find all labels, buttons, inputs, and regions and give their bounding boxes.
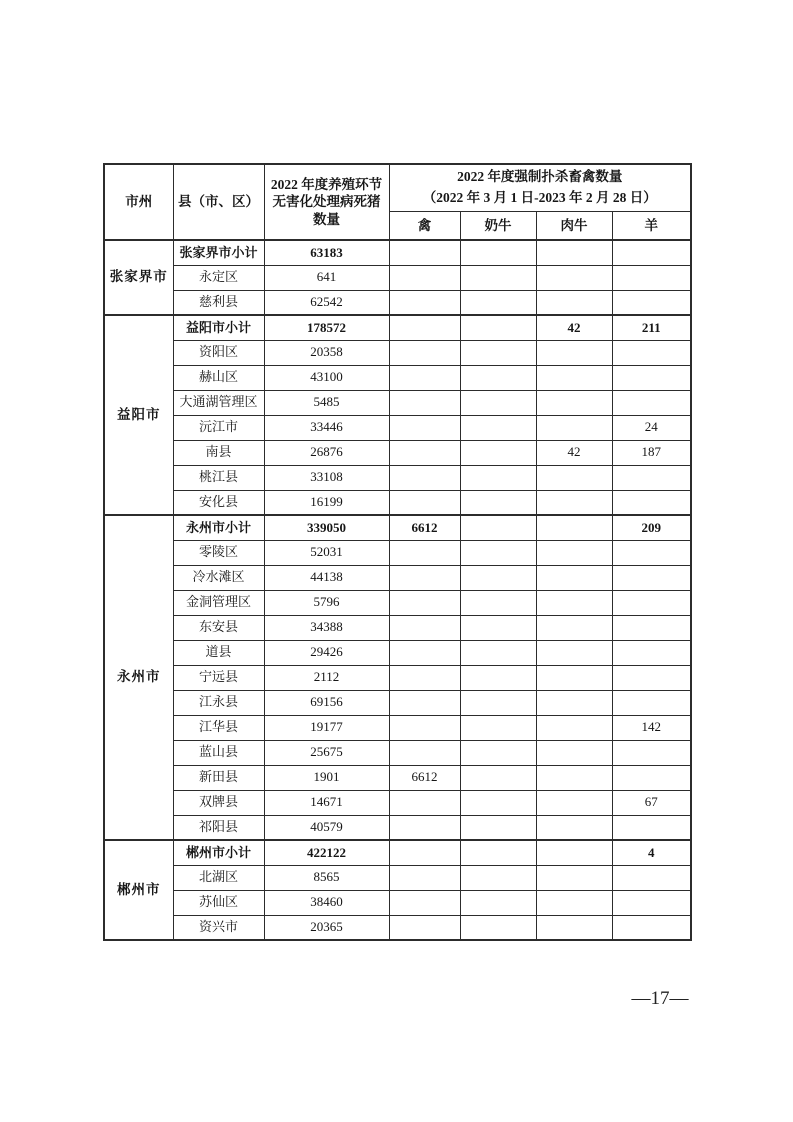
sheep-cell <box>612 890 691 915</box>
beef-cell <box>536 815 612 840</box>
table-row <box>104 840 691 865</box>
table-row <box>104 790 691 815</box>
dairy-cell <box>460 240 536 265</box>
table-row <box>104 565 691 590</box>
county-cell: 宁远县 <box>173 665 264 690</box>
table-row <box>104 890 691 915</box>
city-cell: 张家界市 <box>104 240 173 315</box>
beef-cell <box>536 415 612 440</box>
table-row <box>104 915 691 940</box>
pigs-cell: 8565 <box>264 865 389 890</box>
table-row <box>104 340 691 365</box>
city-cell: 永州市 <box>104 515 173 840</box>
sheep-cell <box>612 865 691 890</box>
beef-cell: 42 <box>536 315 612 340</box>
pigs-cell: 25675 <box>264 740 389 765</box>
city-cell: 益阳市 <box>104 315 173 515</box>
dairy-cell <box>460 390 536 415</box>
dairy-cell <box>460 340 536 365</box>
table-body <box>104 240 691 940</box>
header-city: 市州 <box>104 164 173 240</box>
sheep-cell <box>612 365 691 390</box>
poultry-cell <box>389 665 460 690</box>
sheep-cell <box>612 465 691 490</box>
table-row <box>104 740 691 765</box>
header-county: 县（市、区） <box>173 164 264 240</box>
dairy-cell <box>460 765 536 790</box>
page-number: —17— <box>631 988 689 1009</box>
sheep-cell <box>612 290 691 315</box>
dairy-cell <box>460 540 536 565</box>
county-cell: 沅江市 <box>173 415 264 440</box>
table-row <box>104 315 691 340</box>
county-cell: 江永县 <box>173 690 264 715</box>
beef-cell <box>536 590 612 615</box>
header-pigs: 2022 年度养殖环节无害化处理病死猪数量 <box>264 164 389 240</box>
pigs-cell: 29426 <box>264 640 389 665</box>
dairy-cell <box>460 640 536 665</box>
pigs-cell: 1901 <box>264 765 389 790</box>
pigs-cell: 14671 <box>264 790 389 815</box>
beef-cell <box>536 390 612 415</box>
table-row <box>104 540 691 565</box>
dairy-cell <box>460 565 536 590</box>
table-row <box>104 590 691 615</box>
sheep-cell <box>612 815 691 840</box>
table-row <box>104 290 691 315</box>
sheep-cell <box>612 240 691 265</box>
county-cell: 双牌县 <box>173 790 264 815</box>
county-cell: 新田县 <box>173 765 264 790</box>
sheep-cell <box>612 565 691 590</box>
beef-cell <box>536 890 612 915</box>
table-row <box>104 465 691 490</box>
poultry-cell <box>389 890 460 915</box>
sheep-cell <box>612 490 691 515</box>
county-cell: 零陵区 <box>173 540 264 565</box>
header-cull-period: （2022 年 3 月 1 日-2023 年 2 月 28 日） <box>422 190 657 206</box>
header-cull-title: 2022 年度强制扑杀畜禽数量 <box>457 169 623 185</box>
dairy-cell <box>460 840 536 865</box>
beef-cell <box>536 790 612 815</box>
poultry-cell <box>389 415 460 440</box>
pigs-cell: 69156 <box>264 690 389 715</box>
pigs-cell: 26876 <box>264 440 389 465</box>
dairy-cell <box>460 365 536 390</box>
dairy-cell <box>460 615 536 640</box>
beef-cell <box>536 865 612 890</box>
sheep-cell <box>612 740 691 765</box>
header-dairy: 奶牛 <box>460 212 536 240</box>
dairy-cell <box>460 515 536 540</box>
beef-cell <box>536 540 612 565</box>
county-cell: 益阳市小计 <box>173 315 264 340</box>
poultry-cell <box>389 640 460 665</box>
county-cell: 蓝山县 <box>173 740 264 765</box>
beef-cell: 42 <box>536 440 612 465</box>
pigs-cell: 43100 <box>264 365 389 390</box>
pigs-cell: 16199 <box>264 490 389 515</box>
table-row <box>104 490 691 515</box>
beef-cell <box>536 915 612 940</box>
pigs-cell: 52031 <box>264 540 389 565</box>
sheep-cell <box>612 265 691 290</box>
poultry-cell <box>389 565 460 590</box>
table-row <box>104 765 691 790</box>
county-cell: 永定区 <box>173 265 264 290</box>
poultry-cell <box>389 865 460 890</box>
poultry-cell <box>389 365 460 390</box>
header-beef: 肉牛 <box>536 212 612 240</box>
poultry-cell <box>389 390 460 415</box>
poultry-cell <box>389 590 460 615</box>
table-row <box>104 240 691 265</box>
beef-cell <box>536 365 612 390</box>
beef-cell <box>536 690 612 715</box>
pigs-cell: 44138 <box>264 565 389 590</box>
county-cell: 江华县 <box>173 715 264 740</box>
beef-cell <box>536 715 612 740</box>
sheep-cell: 24 <box>612 415 691 440</box>
table-row <box>104 665 691 690</box>
county-cell: 北湖区 <box>173 865 264 890</box>
poultry-cell <box>389 315 460 340</box>
sheep-cell: 187 <box>612 440 691 465</box>
sheep-cell: 209 <box>612 515 691 540</box>
dairy-cell <box>460 740 536 765</box>
table-row <box>104 440 691 465</box>
header-sheep: 羊 <box>612 212 691 240</box>
dairy-cell <box>460 715 536 740</box>
dairy-cell <box>460 490 536 515</box>
pigs-cell: 40579 <box>264 815 389 840</box>
beef-cell <box>536 265 612 290</box>
sheep-cell: 67 <box>612 790 691 815</box>
pigs-cell: 178572 <box>264 315 389 340</box>
table-row <box>104 415 691 440</box>
pigs-cell: 33446 <box>264 415 389 440</box>
sheep-cell <box>612 590 691 615</box>
county-cell: 金洞管理区 <box>173 590 264 615</box>
dairy-cell <box>460 440 536 465</box>
beef-cell <box>536 615 612 640</box>
county-cell: 郴州市小计 <box>173 840 264 865</box>
county-cell: 大通湖管理区 <box>173 390 264 415</box>
pigs-cell: 20358 <box>264 340 389 365</box>
beef-cell <box>536 640 612 665</box>
sheep-cell: 211 <box>612 315 691 340</box>
poultry-cell <box>389 465 460 490</box>
poultry-cell: 6612 <box>389 765 460 790</box>
dairy-cell <box>460 690 536 715</box>
dairy-cell <box>460 465 536 490</box>
pigs-cell: 5485 <box>264 390 389 415</box>
pigs-cell: 2112 <box>264 665 389 690</box>
beef-cell <box>536 840 612 865</box>
beef-cell <box>536 290 612 315</box>
beef-cell <box>536 765 612 790</box>
pigs-cell: 63183 <box>264 240 389 265</box>
beef-cell <box>536 665 612 690</box>
poultry-cell <box>389 340 460 365</box>
poultry-cell <box>389 715 460 740</box>
county-cell: 冷水滩区 <box>173 565 264 590</box>
dairy-cell <box>460 315 536 340</box>
city-cell: 郴州市 <box>104 840 173 940</box>
beef-cell <box>536 515 612 540</box>
sheep-cell <box>612 615 691 640</box>
county-cell: 安化县 <box>173 490 264 515</box>
poultry-cell <box>389 690 460 715</box>
dairy-cell <box>460 415 536 440</box>
table-row <box>104 515 691 540</box>
pigs-cell: 422122 <box>264 840 389 865</box>
county-cell: 张家界市小计 <box>173 240 264 265</box>
county-cell: 赫山区 <box>173 365 264 390</box>
pigs-cell: 20365 <box>264 915 389 940</box>
pigs-cell: 5796 <box>264 590 389 615</box>
county-cell: 道县 <box>173 640 264 665</box>
table-row <box>104 715 691 740</box>
county-cell: 资兴市 <box>173 915 264 940</box>
sheep-cell: 4 <box>612 840 691 865</box>
dairy-cell <box>460 590 536 615</box>
sheep-cell <box>612 690 691 715</box>
table-row <box>104 265 691 290</box>
poultry-cell <box>389 815 460 840</box>
table-row <box>104 390 691 415</box>
sheep-cell <box>612 540 691 565</box>
livestock-table <box>103 163 692 941</box>
beef-cell <box>536 465 612 490</box>
pigs-cell: 19177 <box>264 715 389 740</box>
beef-cell <box>536 340 612 365</box>
dairy-cell <box>460 790 536 815</box>
sheep-cell <box>612 665 691 690</box>
dairy-cell <box>460 265 536 290</box>
pigs-cell: 62542 <box>264 290 389 315</box>
dairy-cell <box>460 815 536 840</box>
dairy-cell <box>460 915 536 940</box>
table-row <box>104 640 691 665</box>
header-poultry: 禽 <box>389 212 460 240</box>
sheep-cell <box>612 915 691 940</box>
poultry-cell <box>389 615 460 640</box>
county-cell: 桃江县 <box>173 465 264 490</box>
poultry-cell <box>389 240 460 265</box>
table-header-row-top <box>104 164 691 212</box>
county-cell: 资阳区 <box>173 340 264 365</box>
beef-cell <box>536 740 612 765</box>
county-cell: 南县 <box>173 440 264 465</box>
sheep-cell: 142 <box>612 715 691 740</box>
county-cell: 永州市小计 <box>173 515 264 540</box>
table-row <box>104 865 691 890</box>
dairy-cell <box>460 890 536 915</box>
poultry-cell <box>389 265 460 290</box>
pigs-cell: 38460 <box>264 890 389 915</box>
pigs-cell: 339050 <box>264 515 389 540</box>
pigs-cell: 641 <box>264 265 389 290</box>
dairy-cell <box>460 665 536 690</box>
table-row <box>104 615 691 640</box>
beef-cell <box>536 240 612 265</box>
dairy-cell <box>460 865 536 890</box>
pigs-cell: 33108 <box>264 465 389 490</box>
beef-cell <box>536 565 612 590</box>
county-cell: 苏仙区 <box>173 890 264 915</box>
sheep-cell <box>612 640 691 665</box>
poultry-cell <box>389 740 460 765</box>
table-row <box>104 365 691 390</box>
sheep-cell <box>612 340 691 365</box>
county-cell: 慈利县 <box>173 290 264 315</box>
poultry-cell <box>389 790 460 815</box>
poultry-cell <box>389 490 460 515</box>
county-cell: 祁阳县 <box>173 815 264 840</box>
poultry-cell <box>389 840 460 865</box>
poultry-cell <box>389 290 460 315</box>
poultry-cell <box>389 915 460 940</box>
pigs-cell: 34388 <box>264 615 389 640</box>
dairy-cell <box>460 290 536 315</box>
table-row <box>104 815 691 840</box>
county-cell: 东安县 <box>173 615 264 640</box>
poultry-cell: 6612 <box>389 515 460 540</box>
poultry-cell <box>389 540 460 565</box>
sheep-cell <box>612 390 691 415</box>
beef-cell <box>536 490 612 515</box>
poultry-cell <box>389 440 460 465</box>
sheep-cell <box>612 765 691 790</box>
header-cull-group <box>389 164 691 212</box>
table-row <box>104 690 691 715</box>
